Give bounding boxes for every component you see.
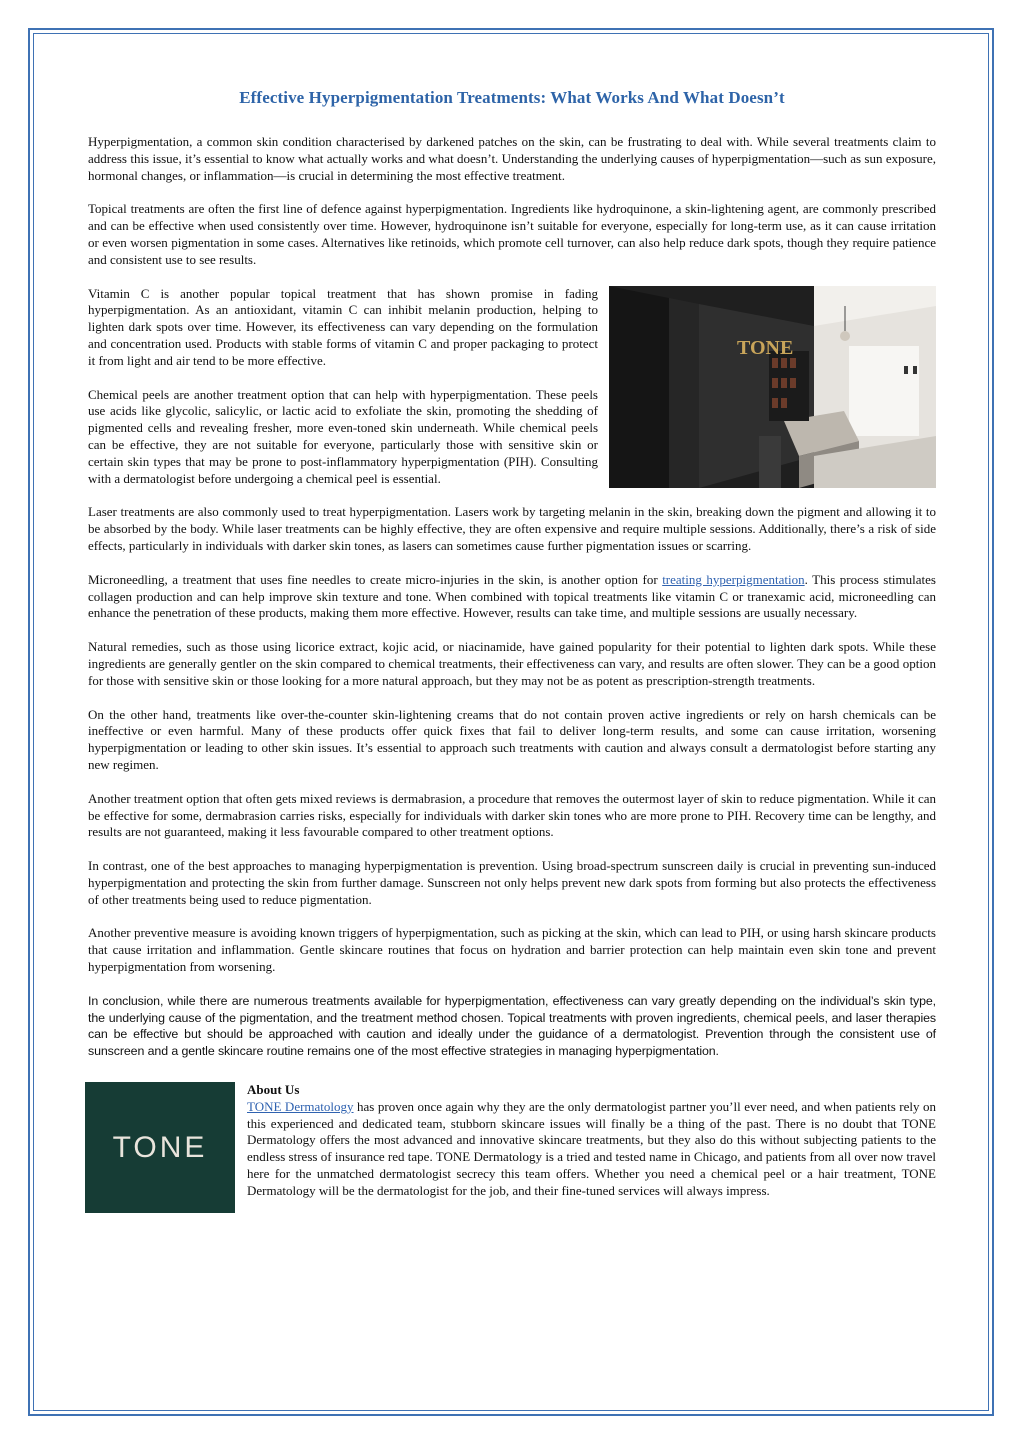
paragraph-topical: Topical treatments are often the first line of defence against hyperpigmentation. Ingredients like hydroquinone, a skin-lightening agent, are commonly prescribed and can be effective when used consistently over time. However, hydroquinone isn’t suitable for everyone, especially for long-term use, as it can cause irritation or even worsen pigmentation in some cases. Alternatives like retinoids, which promote cell turnover, can also help reduce dark spots, though they require patience and consistent use to see results. — [88, 201, 936, 267]
paragraph-prevention: In contrast, one of the best approaches to managing hyperpigmentation is prevention. Using broad-spectrum sunscreen daily is crucial in preventing sun-induced hyperpigmentation and protecting the skin from further damage. Sunscreen not only helps prevent new dark spots from forming but also protects the effectiveness of other treatments being used to reduce pigmentation. — [88, 858, 936, 907]
about-us-body — [247, 1082, 936, 1200]
about-us-section — [88, 1082, 936, 1222]
paragraph-intro: Hyperpigmentation, a common skin condition characterised by darkened patches on the skin, can be frustrating to deal with. While several treatments claim to address this issue, it’s essential to know what actually works and what doesn’t. Understanding the underlying causes of hyperpigmentation—such as sun exposure, hormonal changes, or inflammation—is crucial in determining the most effective treatment. — [88, 134, 936, 183]
paragraph-otc-creams: On the other hand, treatments like over-the-counter skin-lightening creams that do not contain proven active ingredients or rely on harsh chemicals can be ineffective or even harmful. Many of these products offer quick fixes that fail to deliver long-term results, and some can cause irritation, worsening hyperpigmentation or leading to other skin issues. It’s essential to approach such treatments with caution and always consult a dermatologist before starting any new regimen. — [88, 706, 936, 772]
treating-hyperpigmentation-link[interactable]: treating hyperpigmentation — [662, 571, 805, 587]
about-us-text — [247, 1099, 936, 1200]
paragraph-microneedling — [88, 572, 936, 622]
paragraph-vitamin-c: Vitamin C is another popular topical treatment that has shown promise in fading hyperpigmentation. As an antioxidant, vitamin C can inhibit melanin production, helping to lighten dark spots over time. However, its effectiveness can vary depending on the formulation and concentration used. Products with stable forms of vitamin C and proper packaging to protect it from light and air tend to be more effective. — [88, 285, 598, 368]
about-us-heading: About Us — [247, 1082, 300, 1098]
paragraph-laser: Laser treatments are also commonly used to treat hyperpigmentation. Lasers work by targeting melanin in the skin, breaking down the pigment and allowing it to be absorbed by the body. While laser treatments can be highly effective, they are often expensive and require multiple sessions. Additionally, there’s a risk of side effects, particularly in individuals with darker skin tones, as lasers can sometimes cause further pigmentation issues or scarring. — [88, 504, 936, 553]
paragraph-conclusion: In conclusion, while there are numerous treatments available for hyperpigmentation, effectiveness can vary greatly depending on the individual’s skin type, the underlying cause of the pigmentation, and the treatment method chosen. Topical treatments with proven ingredients, chemical peels, and laser therapies can be effective but should be approached with caution and ideally under the guidance of a dermatologist. Prevention through the consistent use of sunscreen and a gentle skincare routine remains one of the most effective strategies in managing hyperpigmentation. — [88, 993, 936, 1059]
article — [88, 88, 936, 1222]
paragraph-chemical-peels: Chemical peels are another treatment option that can help with hyperpigmentation. These peels use acids like glycolic, salicylic, or lactic acid to exfoliate the skin, promoting the shedding of pigmented cells and revealing fresher, more even-toned skin underneath. While chemical peels can be effective, they are not suitable for everyone, particularly those with sensitive skin or certain skin types that may be prone to post-inflammatory hyperpigmentation (PIH). Consulting with a dermatologist before undergoing a chemical peel is essential. — [88, 386, 598, 486]
clinic-sign-text: TONE — [737, 336, 794, 359]
tone-logo-text: TONE — [112, 1130, 208, 1164]
paragraph-natural-remedies: Natural remedies, such as those using licorice extract, kojic acid, or niacinamide, have gained popularity for their potential to lighten dark spots. While these ingredients are generally gentler on the skin compared to chemical treatments, their effectiveness can vary, and results are often slower. They can be a good option for those with sensitive skin or those looking for a more natural approach, but they may not be as potent as prescription-strength treatments. — [88, 639, 936, 688]
about-us-description: has proven once again why they are the only dermatologist partner you’ll ever need, and when patients rely on this experienced and dedicated team, stubborn skincare issues will finally be a thing of the past. There is no doubt that TONE Dermatology offers the most advanced and innovative skincare treatments, but they also do this without subjecting patients to the endless stress of insurance red tape. TONE Dermatology is a tried and tested name in Chicago, and patients from all over now travel here for the unmatched dermatologist secrecy this team offers. Whether you need a chemical peel or a hair treatment, TONE Dermatology will be the dermatologist for the job, and their fine-tuned services will always impress. — [247, 1098, 936, 1198]
clinic-photo-illustration — [609, 286, 936, 488]
paragraph-triggers: Another preventive measure is avoiding known triggers of hyperpigmentation, such as picking at the skin, which can lead to PIH, or using harsh skincare products that cause irritation and inflammation. Gentle skincare routines that focus on hydration and barrier protection can help maintain even skin tone and prevent hyperpigmentation from worsening. — [88, 925, 936, 975]
clinic-interior-photo — [609, 286, 936, 488]
microneedling-text-start: Microneedling, a treatment that uses fine needles to create micro-injuries in the skin, is another option for — [88, 571, 663, 587]
article-title: Effective Hyperpigmentation Treatments: What Works And What Doesn’t — [239, 88, 785, 107]
tone-dermatology-link[interactable]: TONE Dermatology — [247, 1098, 354, 1114]
microneedling-text-end: . This process stimulates collagen production and can help improve skin texture and tone. When combined with topical treatments like vitamin C or tranexamic acid, microneedling can enhance the penetration of these products, making them more effective. However, results can take time, and multiple sessions are usually necessary. — [88, 571, 936, 621]
paragraph-dermabrasion: Another treatment option that often gets mixed reviews is dermabrasion, a procedure that removes the outermost layer of skin to reduce pigmentation. While it can be effective for some, dermabrasion carries risks, especially for individuals with darker skin tones who are more prone to PIH. Recovery time can be lengthy, and results are not guaranteed, making it less favourable compared to other treatment options. — [88, 790, 936, 840]
tone-logo — [85, 1082, 235, 1213]
